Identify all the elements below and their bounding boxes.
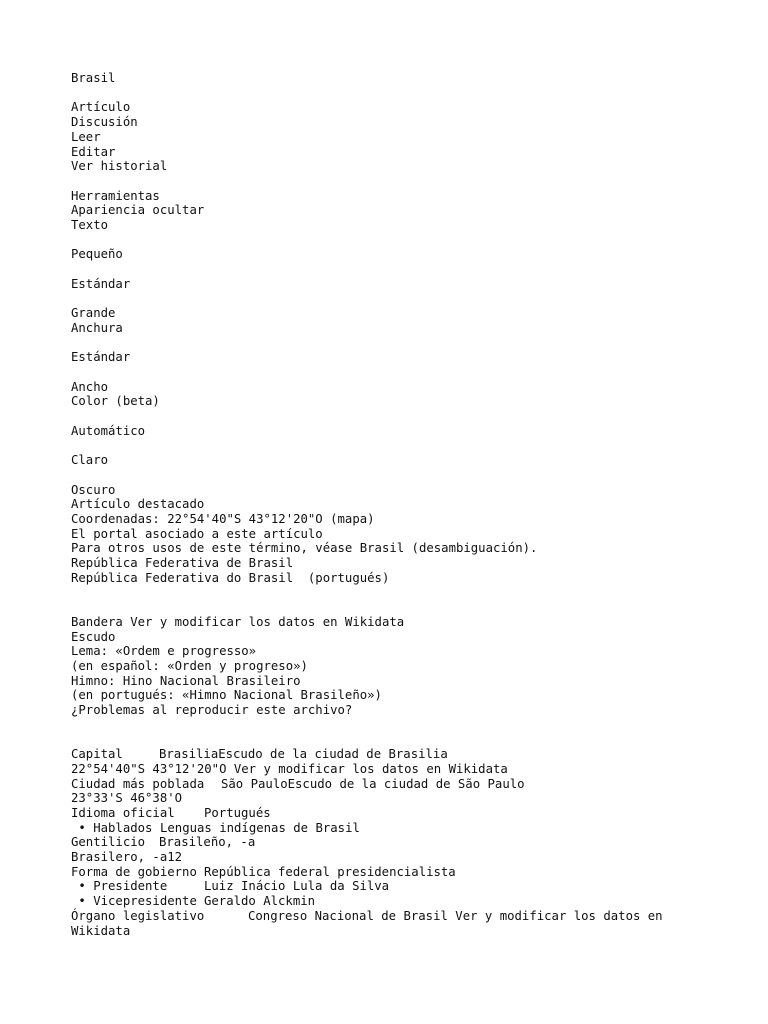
spacer bbox=[71, 291, 691, 306]
spacer bbox=[71, 174, 691, 189]
width-option-standard[interactable]: Estándar bbox=[71, 350, 131, 365]
coordinates-link[interactable]: Coordenadas: 22°54'40"S 43°12'20"O (mapa) bbox=[71, 511, 375, 526]
motto-translation: (en español: «Orden y progreso») bbox=[71, 658, 308, 673]
featured-article-badge[interactable]: Artículo destacado bbox=[71, 497, 205, 512]
spacer bbox=[71, 585, 691, 600]
spacer bbox=[71, 86, 691, 101]
spacer bbox=[71, 718, 691, 733]
color-option-light[interactable]: Claro bbox=[71, 453, 109, 468]
color-option-dark[interactable]: Oscuro bbox=[71, 482, 116, 497]
portal-link[interactable]: El portal asociado a este artículo bbox=[71, 526, 323, 541]
appearance-toggle[interactable]: Apariencia ocultar bbox=[71, 203, 205, 218]
text-size-option-small[interactable]: Pequeño bbox=[71, 247, 123, 262]
capital-coordinates[interactable]: 22°54'40"S 43°12'20"O Ver y modificar los datos en Wikidata bbox=[71, 761, 508, 776]
spacer bbox=[71, 233, 691, 248]
infobox-row-president bbox=[71, 879, 691, 894]
tools-menu-button[interactable]: Herramientas bbox=[71, 188, 160, 203]
largest-city-coordinates[interactable]: 23°33'S 46°38'O bbox=[71, 791, 183, 806]
infobox-value[interactable]: BrasiliaEscudo de la ciudad de Brasilia bbox=[159, 747, 448, 762]
infobox-label: Forma de gobierno bbox=[71, 864, 197, 879]
color-heading: Color (beta) bbox=[71, 394, 160, 409]
infobox-row-spoken bbox=[71, 821, 691, 836]
infobox-value[interactable]: República federal presidencialista bbox=[204, 864, 456, 879]
infobox-row-government bbox=[71, 865, 691, 880]
infobox-label: Capital bbox=[71, 747, 123, 762]
infobox-row-official-language bbox=[71, 806, 691, 821]
demonym-alt: Brasilero, -a12 bbox=[71, 850, 183, 865]
color-option-automatic[interactable]: Automático bbox=[71, 423, 146, 438]
width-option-wide[interactable]: Ancho bbox=[71, 379, 109, 394]
infobox-value[interactable]: São PauloEscudo de la ciudad de São Paulo bbox=[221, 776, 525, 791]
article-text-dump bbox=[71, 71, 691, 938]
tab-editar[interactable]: Editar bbox=[71, 144, 116, 159]
infobox-value[interactable]: Portugués bbox=[204, 805, 271, 820]
spacer bbox=[71, 409, 691, 424]
infobox-row-vice-president bbox=[71, 894, 691, 909]
tab-leer[interactable]: Leer bbox=[71, 129, 101, 144]
spacer bbox=[71, 468, 691, 483]
spacer bbox=[71, 438, 691, 453]
tab-articulo[interactable]: Artículo bbox=[71, 100, 131, 115]
coat-of-arms-caption[interactable]: Escudo bbox=[71, 629, 116, 644]
spacer bbox=[71, 336, 691, 351]
infobox-label: Órgano legislativo bbox=[71, 908, 205, 923]
text-size-option-large[interactable]: Grande bbox=[71, 306, 116, 321]
disambiguation-note[interactable]: Para otros usos de este término, véase Brasil (desambiguación). bbox=[71, 541, 538, 556]
infobox-label: • Vicepresidente bbox=[71, 894, 197, 909]
spacer bbox=[71, 732, 691, 747]
anthem[interactable]: Himno: Hino Nacional Brasileiro bbox=[71, 673, 301, 688]
tab-ver-historial[interactable]: Ver historial bbox=[71, 159, 168, 174]
width-heading: Anchura bbox=[71, 320, 123, 335]
flag-caption[interactable]: Bandera Ver y modificar los datos en Wikidata bbox=[71, 614, 405, 629]
anthem-translation: (en portugués: «Himno Nacional Brasileño») bbox=[71, 688, 382, 703]
infobox-row-legislature bbox=[71, 909, 691, 938]
infobox-row-capital bbox=[71, 747, 691, 762]
text-size-heading: Texto bbox=[71, 218, 109, 232]
infobox-label: Ciudad más poblada bbox=[71, 776, 205, 791]
infobox-label: Idioma oficial bbox=[71, 805, 175, 820]
infobox-value[interactable]: Lenguas indígenas de Brasil bbox=[160, 820, 360, 835]
audio-help-link[interactable]: ¿Problemas al reproducir este archivo? bbox=[71, 703, 353, 718]
official-name-pt: República Federativa do Brasil (portugués) bbox=[71, 570, 390, 585]
page-title: Brasil bbox=[71, 71, 116, 85]
motto: Lema: «Ordem e progresso» bbox=[71, 644, 257, 659]
text-size-option-standard[interactable]: Estándar bbox=[71, 276, 131, 291]
infobox-label: Gentilicio bbox=[71, 835, 146, 850]
infobox-value[interactable]: Congreso Nacional de Brasil Ver y modificar los datos en Wikidata bbox=[71, 908, 670, 938]
spacer bbox=[71, 262, 691, 277]
official-name-es: República Federativa de Brasil bbox=[71, 556, 294, 571]
infobox-value[interactable]: Luiz Inácio Lula da Silva bbox=[204, 879, 390, 894]
infobox-label: • Hablados bbox=[71, 820, 153, 835]
spacer bbox=[71, 600, 691, 615]
infobox-value: Brasileño, -a bbox=[159, 835, 256, 850]
infobox-label: • Presidente bbox=[71, 879, 168, 894]
tab-discusion[interactable]: Discusión bbox=[71, 115, 138, 130]
infobox-row-largest-city bbox=[71, 777, 691, 792]
infobox-row-demonym bbox=[71, 835, 691, 850]
infobox-value[interactable]: Geraldo Alckmin bbox=[204, 894, 316, 909]
spacer bbox=[71, 365, 691, 380]
